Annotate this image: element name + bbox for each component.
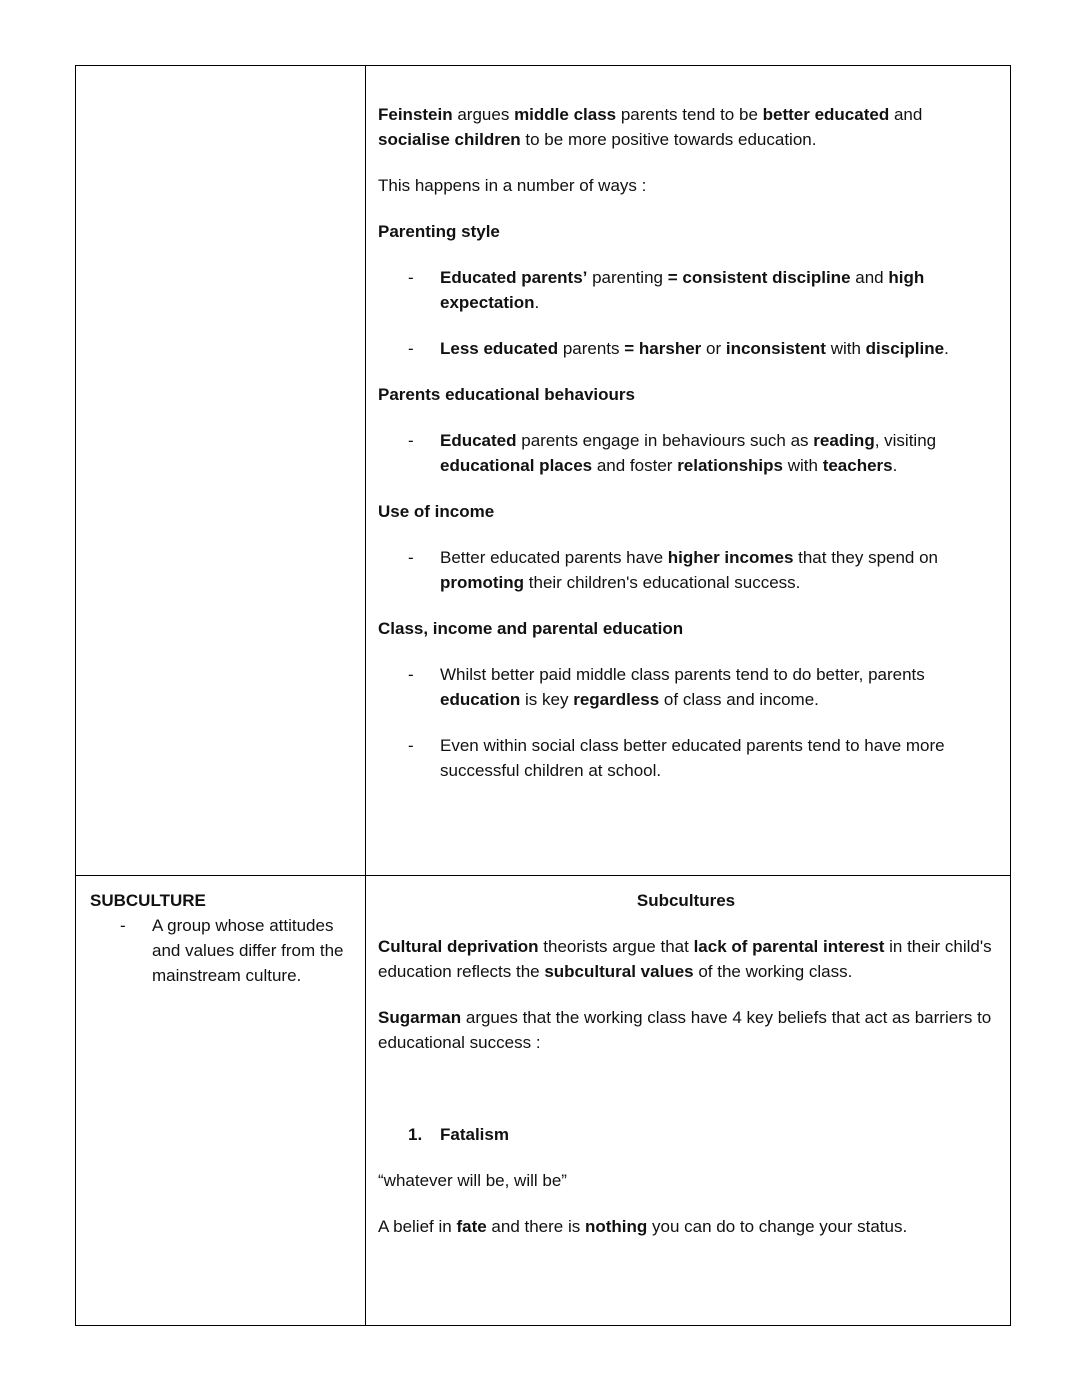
text-segment: theorists argue that	[538, 937, 694, 956]
text-segment: high expectation	[440, 268, 925, 312]
list-item-text	[440, 336, 994, 361]
text-segment: socialise children	[378, 130, 521, 149]
paragraph	[378, 102, 994, 152]
paragraph	[378, 1214, 994, 1239]
blank-line	[378, 1076, 994, 1101]
text-segment: argues that the working class have 4 key beliefs that act as barriers to educational success :	[378, 1008, 992, 1052]
text-segment: Better educated parents have	[440, 548, 668, 567]
text-segment: of the working class.	[693, 962, 853, 981]
text-segment: subcultural values	[544, 962, 694, 981]
bullet-item	[408, 662, 994, 712]
paragraph	[378, 1168, 994, 1193]
text-segment: Educated	[440, 431, 517, 450]
list-marker: 1.	[408, 1125, 423, 1144]
text-segment: A belief in	[378, 1217, 457, 1236]
text-segment: = harsher	[624, 339, 702, 358]
text-segment: Parenting style	[378, 222, 500, 241]
text-segment: relationships	[677, 456, 783, 475]
text-segment: Class, income and parental education	[378, 619, 684, 638]
paragraph	[378, 382, 994, 407]
text-segment: teachers	[822, 456, 893, 475]
text-segment: with	[783, 456, 823, 475]
text-segment: Sugarman	[378, 1008, 462, 1027]
text-segment: of class and income.	[659, 690, 819, 709]
text-segment: and there is	[486, 1217, 585, 1236]
text-segment: .	[534, 293, 540, 312]
text-segment: This happens in a number of ways :	[378, 176, 647, 195]
paragraph	[378, 173, 994, 198]
text-segment: Use of income	[378, 502, 495, 521]
bullet-item	[408, 428, 994, 478]
text-segment: education	[440, 690, 521, 709]
notes-table	[75, 65, 1011, 1326]
list-marker: -	[408, 431, 414, 450]
text-segment: their children's educational success.	[524, 573, 801, 592]
list-marker: -	[408, 665, 414, 684]
text-segment: discipline	[865, 339, 945, 358]
text-segment: argues	[452, 105, 515, 124]
bullet-item	[408, 265, 994, 315]
text-segment: promoting	[440, 573, 525, 592]
table-cell-subculture-definition	[76, 876, 366, 1326]
paragraph	[378, 934, 994, 984]
text-segment: parents tend to be	[616, 105, 763, 124]
text-segment: higher incomes	[667, 548, 794, 567]
text-segment: .	[944, 339, 949, 358]
text-segment: Fatalism	[440, 1125, 509, 1144]
list-item-text	[440, 428, 994, 478]
text-segment: parents	[558, 339, 625, 358]
table-row-subculture	[76, 876, 1011, 1326]
text-segment: nothing	[584, 1217, 648, 1236]
bullet-item	[408, 733, 994, 783]
text-segment: middle class	[514, 105, 617, 124]
text-segment: Cultural deprivation	[378, 937, 539, 956]
list-marker: -	[408, 268, 414, 287]
table-cell-term-empty	[76, 66, 366, 876]
paragraph	[378, 616, 994, 641]
list-item-text	[440, 662, 994, 712]
paragraph	[378, 499, 994, 524]
text-segment: reading	[813, 431, 875, 450]
text-segment: , visiting	[874, 431, 937, 450]
paragraph	[378, 219, 994, 244]
text-segment: SUBCULTURE	[90, 891, 206, 910]
text-segment: fate	[456, 1217, 487, 1236]
text-segment: Educated parents’	[440, 268, 588, 287]
table-cell-subcultures-notes	[366, 876, 1011, 1326]
table-cell-feinstein-notes	[366, 66, 1011, 876]
text-segment: Feinstein	[378, 105, 453, 124]
list-item-text	[440, 733, 994, 783]
text-segment: Subcultures	[636, 891, 736, 910]
paragraph	[378, 1005, 994, 1055]
bullet-item	[408, 336, 994, 361]
text-segment: A group whose attitudes and values differ from the mainstream culture.	[152, 916, 344, 985]
text-segment: educational places	[440, 456, 593, 475]
list-item-text	[152, 913, 353, 988]
list-item-text	[440, 545, 994, 595]
paragraph	[90, 888, 353, 913]
text-segment: and	[850, 268, 889, 287]
text-segment: parents engage in behaviours such as	[516, 431, 814, 450]
text-segment: “whatever will be, will be”	[378, 1171, 567, 1190]
list-marker: -	[120, 916, 126, 935]
text-segment: better educated	[762, 105, 890, 124]
list-marker: -	[408, 548, 414, 567]
text-segment: and	[889, 105, 923, 124]
text-segment: with	[825, 339, 866, 358]
text-segment: to be more positive towards education.	[520, 130, 817, 149]
list-item-text	[440, 265, 994, 315]
list-marker: -	[408, 339, 414, 358]
text-segment: parenting	[587, 268, 668, 287]
text-segment: Whilst better paid middle class parents tend to do better, parents	[440, 665, 925, 684]
text-segment: regardless	[573, 690, 660, 709]
text-segment: that they spend on	[793, 548, 939, 567]
text-segment: or	[701, 339, 726, 358]
text-segment: is key	[520, 690, 574, 709]
text-segment: Even within social class better educated parents tend to have more successful children at school.	[440, 736, 945, 780]
numbered-item	[408, 1122, 994, 1147]
text-segment: Less educated	[440, 339, 559, 358]
bullet-item	[120, 913, 353, 988]
text-segment: = consistent discipline	[667, 268, 851, 287]
text-segment: you can do to change your status.	[647, 1217, 908, 1236]
text-segment: inconsistent	[725, 339, 826, 358]
text-segment: and foster	[592, 456, 678, 475]
list-item-text	[440, 1122, 994, 1147]
text-segment: in their child's education reflects the	[378, 937, 992, 981]
section-heading	[378, 888, 994, 913]
list-marker: -	[408, 736, 414, 755]
table-row-cultural-deprivation	[76, 66, 1011, 876]
bullet-item	[408, 545, 994, 595]
text-segment: Parents educational behaviours	[378, 385, 635, 404]
text-segment: .	[892, 456, 898, 475]
text-segment: lack of parental interest	[693, 937, 885, 956]
